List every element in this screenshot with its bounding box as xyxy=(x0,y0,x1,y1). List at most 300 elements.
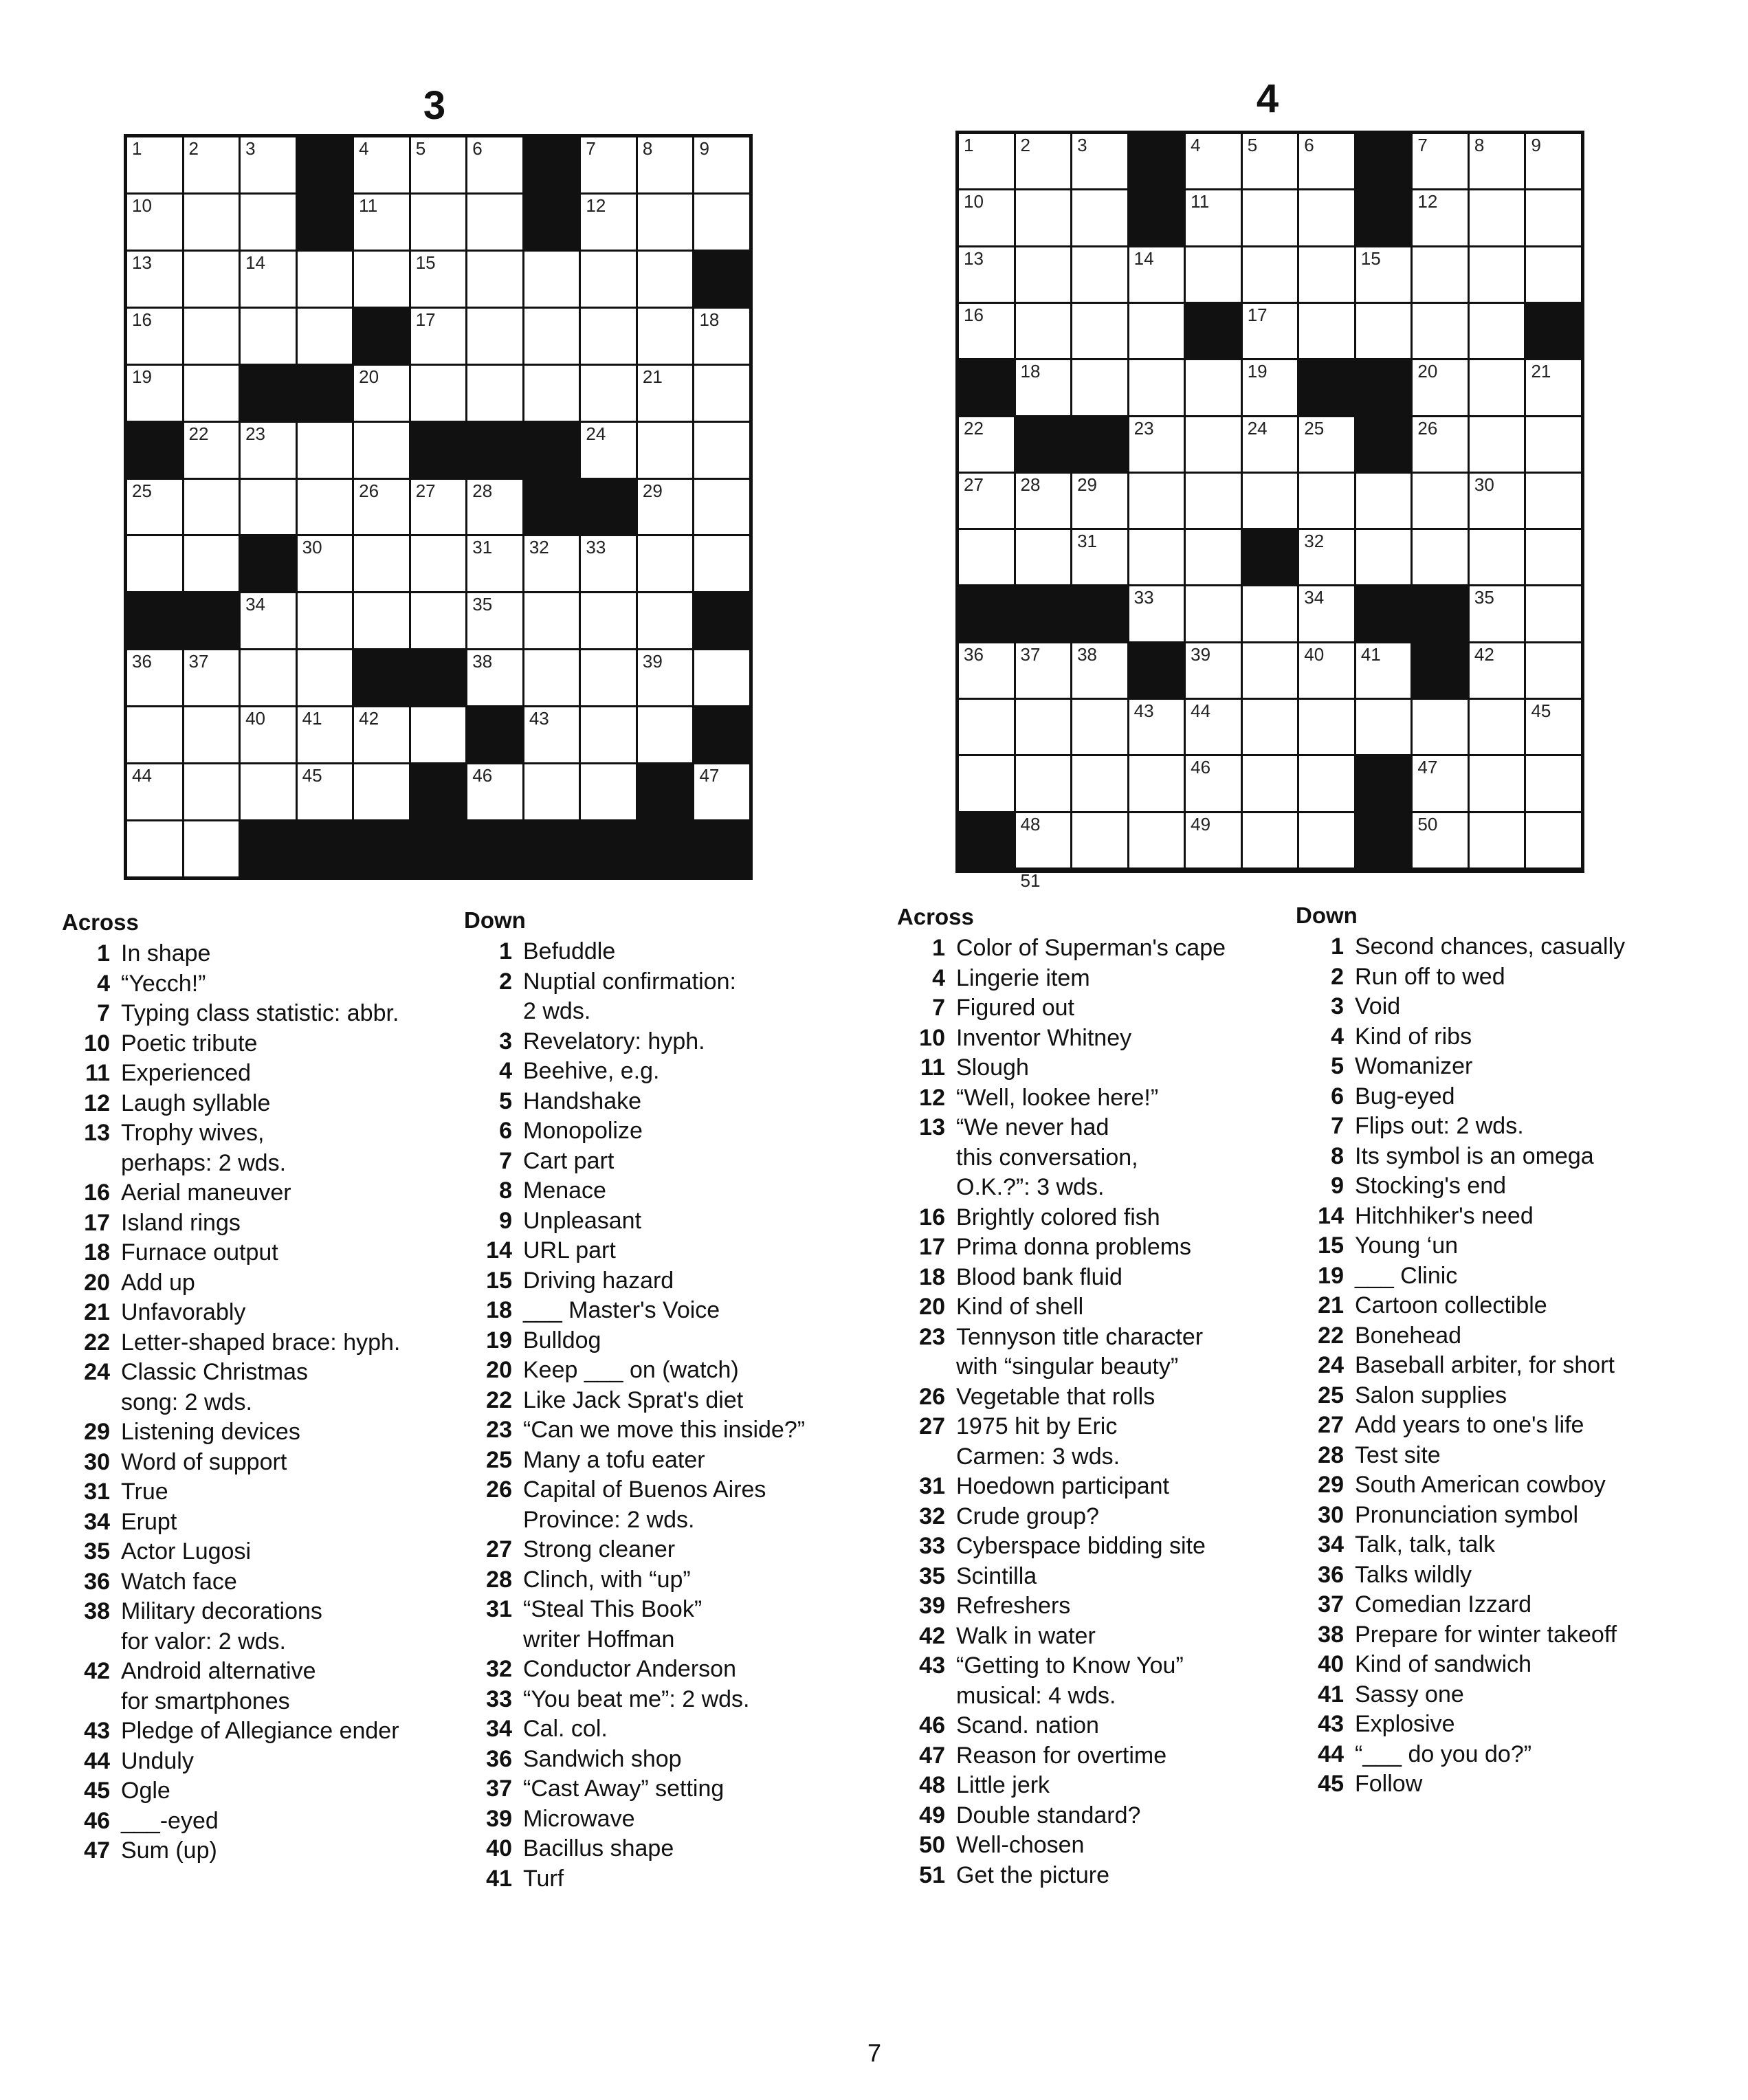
grid-cell[interactable] xyxy=(1072,247,1127,302)
grid-cell[interactable] xyxy=(1129,813,1184,867)
grid-cell[interactable] xyxy=(1072,190,1127,245)
down-clue[interactable] xyxy=(464,1087,870,1117)
grid-cell[interactable] xyxy=(959,643,1014,698)
grid-cell[interactable] xyxy=(1129,360,1184,415)
grid-cell[interactable] xyxy=(959,417,1014,472)
grid-cell[interactable] xyxy=(1356,474,1411,528)
down-clue[interactable] xyxy=(464,1296,870,1326)
grid-cell[interactable] xyxy=(241,764,296,819)
down-clue[interactable] xyxy=(464,1415,870,1446)
down-clue[interactable] xyxy=(1296,1710,1722,1740)
grid-cell[interactable] xyxy=(354,707,409,762)
across-clue[interactable] xyxy=(62,1537,461,1567)
down-clue[interactable] xyxy=(464,1236,870,1266)
grid-cell[interactable] xyxy=(467,593,522,648)
across-clue[interactable] xyxy=(62,1118,461,1178)
grid-cell[interactable] xyxy=(1186,134,1241,188)
down-clue[interactable] xyxy=(1296,1052,1722,1082)
grid-cell[interactable] xyxy=(1299,530,1354,584)
grid-cell[interactable] xyxy=(959,190,1014,245)
grid-cell[interactable] xyxy=(411,536,466,591)
grid-cell[interactable] xyxy=(1016,756,1071,810)
grid-cell[interactable] xyxy=(638,366,693,421)
across-clue[interactable] xyxy=(62,1747,461,1777)
grid-cell[interactable] xyxy=(298,252,353,307)
grid-cell[interactable] xyxy=(411,309,466,364)
down-clue[interactable] xyxy=(1296,1501,1722,1531)
grid-cell[interactable] xyxy=(1526,586,1581,641)
grid-cell[interactable] xyxy=(1413,474,1468,528)
grid-cell[interactable] xyxy=(184,764,239,819)
down-clue[interactable] xyxy=(1296,992,1722,1022)
down-clue[interactable] xyxy=(464,967,870,1027)
down-clue[interactable] xyxy=(1296,1680,1722,1710)
grid-cell[interactable] xyxy=(411,593,466,648)
grid-cell[interactable] xyxy=(184,137,239,192)
grid-cell[interactable] xyxy=(1072,304,1127,358)
grid-cell[interactable] xyxy=(1299,643,1354,698)
grid-cell[interactable] xyxy=(411,137,466,192)
grid-cell[interactable] xyxy=(1072,134,1127,188)
across-clue[interactable] xyxy=(897,1292,1323,1323)
across-clue[interactable] xyxy=(897,1024,1323,1054)
grid-cell[interactable] xyxy=(298,536,353,591)
grid-cell[interactable] xyxy=(1526,700,1581,754)
across-clue[interactable] xyxy=(62,1567,461,1598)
grid-cell[interactable] xyxy=(581,650,636,705)
grid-cell[interactable] xyxy=(1243,190,1298,245)
down-clue[interactable] xyxy=(1296,1202,1722,1232)
grid-cell[interactable] xyxy=(1016,134,1071,188)
grid-cell[interactable] xyxy=(694,309,749,364)
across-clue[interactable] xyxy=(62,1298,461,1328)
grid-cell[interactable] xyxy=(581,593,636,648)
grid-cell[interactable] xyxy=(241,593,296,648)
grid-cell[interactable] xyxy=(694,195,749,250)
grid-cell[interactable] xyxy=(1470,247,1525,302)
grid-cell[interactable] xyxy=(959,134,1014,188)
grid-cell[interactable] xyxy=(184,423,239,478)
grid-cell[interactable] xyxy=(1413,756,1468,810)
grid-cell[interactable] xyxy=(1129,417,1184,472)
grid-cell[interactable] xyxy=(1413,304,1468,358)
down-clue[interactable] xyxy=(1296,1171,1722,1202)
grid-cell[interactable] xyxy=(1186,756,1241,810)
across-clue[interactable] xyxy=(62,999,461,1029)
down-clue[interactable] xyxy=(464,1147,870,1177)
down-clue[interactable] xyxy=(1296,1769,1722,1800)
grid-cell[interactable] xyxy=(1526,417,1581,472)
grid-cell[interactable] xyxy=(1129,700,1184,754)
grid-cell[interactable] xyxy=(184,480,239,535)
grid-cell[interactable] xyxy=(184,707,239,762)
grid-cell[interactable] xyxy=(241,309,296,364)
grid-cell[interactable] xyxy=(959,304,1014,358)
grid-cell[interactable] xyxy=(1129,247,1184,302)
across-clue[interactable] xyxy=(62,1597,461,1657)
grid-cell[interactable] xyxy=(298,764,353,819)
grid-cell[interactable] xyxy=(1299,304,1354,358)
grid-cell[interactable] xyxy=(354,252,409,307)
across-clue[interactable] xyxy=(62,1178,461,1208)
across-clue[interactable] xyxy=(62,1806,461,1837)
down-clue[interactable] xyxy=(464,1057,870,1087)
grid-cell[interactable] xyxy=(1072,530,1127,584)
down-clue[interactable] xyxy=(1296,1112,1722,1142)
grid-cell[interactable] xyxy=(1299,700,1354,754)
grid-cell[interactable] xyxy=(1470,756,1525,810)
grid-cell[interactable] xyxy=(467,137,522,192)
grid-cell[interactable] xyxy=(1072,474,1127,528)
grid-cell[interactable] xyxy=(467,309,522,364)
grid-cell[interactable] xyxy=(694,536,749,591)
down-clue[interactable] xyxy=(1296,1231,1722,1261)
across-clue[interactable] xyxy=(897,1083,1323,1114)
grid-cell[interactable] xyxy=(638,137,693,192)
down-clue[interactable] xyxy=(1296,1381,1722,1411)
grid-cell[interactable] xyxy=(127,195,182,250)
across-clue[interactable] xyxy=(62,1448,461,1478)
across-clue[interactable] xyxy=(897,1502,1323,1532)
grid-cell[interactable] xyxy=(524,309,579,364)
across-clue[interactable] xyxy=(897,1323,1323,1382)
grid-cell[interactable] xyxy=(524,536,579,591)
down-clue[interactable] xyxy=(464,1745,870,1775)
grid-cell[interactable] xyxy=(1243,756,1298,810)
grid-cell[interactable] xyxy=(694,366,749,421)
down-clue[interactable] xyxy=(464,1176,870,1206)
grid-cell[interactable] xyxy=(1299,134,1354,188)
grid-cell[interactable] xyxy=(638,195,693,250)
grid-cell[interactable] xyxy=(1243,474,1298,528)
across-clue[interactable] xyxy=(897,964,1323,994)
grid-cell[interactable] xyxy=(1356,700,1411,754)
grid-cell[interactable] xyxy=(1243,304,1298,358)
grid-cell[interactable] xyxy=(959,756,1014,810)
grid-cell[interactable] xyxy=(298,707,353,762)
grid-cell[interactable] xyxy=(1016,813,1071,867)
across-clue[interactable] xyxy=(62,939,461,969)
grid-cell[interactable] xyxy=(1356,643,1411,698)
grid-cell[interactable] xyxy=(694,480,749,535)
grid-cell[interactable] xyxy=(638,309,693,364)
grid-cell[interactable] xyxy=(638,252,693,307)
grid-cell[interactable] xyxy=(241,480,296,535)
across-clue[interactable] xyxy=(62,1328,461,1358)
grid-cell[interactable] xyxy=(354,195,409,250)
grid-cell[interactable] xyxy=(1413,530,1468,584)
grid-cell[interactable] xyxy=(959,530,1014,584)
grid-cell[interactable] xyxy=(1129,756,1184,810)
grid-cell[interactable] xyxy=(354,423,409,478)
grid-cell[interactable] xyxy=(1356,247,1411,302)
grid-cell[interactable] xyxy=(694,423,749,478)
grid-cell[interactable] xyxy=(1016,360,1071,415)
grid-cell[interactable] xyxy=(1072,700,1127,754)
grid-cell[interactable] xyxy=(354,536,409,591)
grid-cell[interactable] xyxy=(1186,417,1241,472)
across-clue[interactable] xyxy=(897,1861,1323,1891)
down-clue[interactable] xyxy=(464,1834,870,1864)
grid-cell[interactable] xyxy=(354,593,409,648)
grid-cell[interactable] xyxy=(241,137,296,192)
grid-cell[interactable] xyxy=(1243,247,1298,302)
grid-cell[interactable] xyxy=(638,707,693,762)
across-clue[interactable] xyxy=(62,1776,461,1806)
grid-cell[interactable] xyxy=(1356,304,1411,358)
grid-cell[interactable] xyxy=(1299,813,1354,867)
grid-cell[interactable] xyxy=(241,650,296,705)
grid-cell[interactable] xyxy=(638,536,693,591)
down-clue[interactable] xyxy=(464,1206,870,1237)
grid-cell[interactable] xyxy=(959,474,1014,528)
grid-cell[interactable] xyxy=(241,252,296,307)
grid-cell[interactable] xyxy=(127,821,182,876)
down-clue[interactable] xyxy=(464,1655,870,1685)
down-clue[interactable] xyxy=(1296,962,1722,993)
down-clue[interactable] xyxy=(464,1446,870,1476)
grid-cell[interactable] xyxy=(524,650,579,705)
grid-cell[interactable] xyxy=(298,423,353,478)
across-clue[interactable] xyxy=(897,1591,1323,1622)
grid-cell[interactable] xyxy=(1470,530,1525,584)
across-clue[interactable] xyxy=(62,1029,461,1059)
down-clue[interactable] xyxy=(1296,1560,1722,1591)
grid-cell[interactable] xyxy=(411,195,466,250)
grid-cell[interactable] xyxy=(1129,304,1184,358)
grid-cell[interactable] xyxy=(581,707,636,762)
grid-cell[interactable] xyxy=(959,700,1014,754)
grid-cell[interactable] xyxy=(1526,134,1581,188)
across-clue[interactable] xyxy=(62,1657,461,1716)
grid-cell[interactable] xyxy=(581,536,636,591)
down-clue[interactable] xyxy=(464,1535,870,1565)
grid-cell[interactable] xyxy=(467,764,522,819)
across-clue[interactable] xyxy=(897,1711,1323,1741)
grid-cell[interactable] xyxy=(1243,813,1298,867)
grid-cell[interactable] xyxy=(1072,813,1127,867)
grid-cell[interactable] xyxy=(581,366,636,421)
across-clue[interactable] xyxy=(897,1771,1323,1801)
grid-cell[interactable] xyxy=(694,650,749,705)
grid-cell[interactable] xyxy=(581,309,636,364)
grid-cell[interactable] xyxy=(1470,417,1525,472)
grid-cell[interactable] xyxy=(241,707,296,762)
across-clue[interactable] xyxy=(897,1651,1323,1711)
grid-cell[interactable] xyxy=(1470,643,1525,698)
grid-cell[interactable] xyxy=(184,252,239,307)
down-clue[interactable] xyxy=(464,1565,870,1595)
down-clue[interactable] xyxy=(1296,1470,1722,1501)
grid-cell[interactable] xyxy=(638,650,693,705)
down-clue[interactable] xyxy=(464,1475,870,1535)
grid-cell[interactable] xyxy=(1016,530,1071,584)
crossword-grid[interactable] xyxy=(955,131,1584,891)
grid-cell[interactable] xyxy=(1526,530,1581,584)
grid-cell[interactable] xyxy=(581,195,636,250)
grid-cell[interactable] xyxy=(524,252,579,307)
across-clue[interactable] xyxy=(897,1382,1323,1413)
grid-cell[interactable] xyxy=(241,195,296,250)
grid-cell[interactable] xyxy=(694,764,749,819)
grid-cell[interactable] xyxy=(1072,360,1127,415)
grid-cell[interactable] xyxy=(1243,586,1298,641)
grid-cell[interactable] xyxy=(184,195,239,250)
grid-cell[interactable] xyxy=(524,707,579,762)
across-clue[interactable] xyxy=(897,1113,1323,1203)
grid-cell[interactable] xyxy=(354,366,409,421)
grid-cell[interactable] xyxy=(411,252,466,307)
grid-cell[interactable] xyxy=(581,252,636,307)
grid-cell[interactable] xyxy=(524,366,579,421)
grid-cell[interactable] xyxy=(1243,360,1298,415)
grid-cell[interactable] xyxy=(959,247,1014,302)
grid-cell[interactable] xyxy=(1413,813,1468,867)
grid-cell[interactable] xyxy=(1413,190,1468,245)
grid-cell[interactable] xyxy=(581,423,636,478)
across-clue[interactable] xyxy=(897,1472,1323,1502)
grid-cell[interactable] xyxy=(1016,190,1071,245)
across-clue[interactable] xyxy=(62,1268,461,1298)
grid-cell[interactable] xyxy=(1016,304,1071,358)
grid-cell[interactable] xyxy=(184,366,239,421)
grid-cell[interactable] xyxy=(1129,474,1184,528)
grid-cell[interactable] xyxy=(411,480,466,535)
across-clue[interactable] xyxy=(62,1507,461,1538)
grid-cell[interactable] xyxy=(694,137,749,192)
grid-cell[interactable] xyxy=(1470,474,1525,528)
across-clue[interactable] xyxy=(897,1801,1323,1831)
grid-cell[interactable] xyxy=(411,366,466,421)
down-clue[interactable] xyxy=(464,1027,870,1057)
grid-cell[interactable] xyxy=(1186,530,1241,584)
grid-cell[interactable] xyxy=(1526,756,1581,810)
grid-cell[interactable] xyxy=(127,536,182,591)
down-clue[interactable] xyxy=(1296,932,1722,962)
grid-cell[interactable] xyxy=(1186,247,1241,302)
grid-cell[interactable] xyxy=(467,480,522,535)
grid-cell[interactable] xyxy=(1129,586,1184,641)
grid-cell[interactable] xyxy=(298,650,353,705)
grid-cell[interactable] xyxy=(1299,247,1354,302)
across-clue[interactable] xyxy=(62,1358,461,1417)
across-clue[interactable] xyxy=(897,1741,1323,1771)
grid-cell[interactable] xyxy=(467,536,522,591)
grid-cell[interactable] xyxy=(1016,247,1071,302)
grid-cell[interactable] xyxy=(1470,134,1525,188)
grid-cell[interactable] xyxy=(1299,190,1354,245)
grid-cell[interactable] xyxy=(1356,530,1411,584)
grid-cell[interactable] xyxy=(184,536,239,591)
down-clue[interactable] xyxy=(1296,1441,1722,1471)
down-clue[interactable] xyxy=(1296,1022,1722,1052)
grid-cell[interactable] xyxy=(581,137,636,192)
down-clue[interactable] xyxy=(464,1714,870,1745)
across-clue[interactable] xyxy=(62,1417,461,1448)
grid-cell[interactable] xyxy=(298,309,353,364)
grid-cell[interactable] xyxy=(1526,643,1581,698)
grid-cell[interactable] xyxy=(1299,586,1354,641)
across-clue[interactable] xyxy=(897,1831,1323,1861)
grid-cell[interactable] xyxy=(1016,700,1071,754)
grid-cell[interactable] xyxy=(1243,134,1298,188)
down-clue[interactable] xyxy=(1296,1082,1722,1112)
grid-cell[interactable] xyxy=(467,195,522,250)
grid-cell[interactable] xyxy=(1413,417,1468,472)
grid-cell[interactable] xyxy=(1243,700,1298,754)
grid-cell[interactable] xyxy=(411,707,466,762)
across-clue[interactable] xyxy=(62,1208,461,1239)
down-clue[interactable] xyxy=(1296,1620,1722,1650)
grid-cell[interactable] xyxy=(524,764,579,819)
down-clue[interactable] xyxy=(464,1804,870,1835)
grid-cell[interactable] xyxy=(1186,360,1241,415)
down-clue[interactable] xyxy=(1296,1740,1722,1770)
grid-cell[interactable] xyxy=(1243,417,1298,472)
grid-cell[interactable] xyxy=(1526,474,1581,528)
across-clue[interactable] xyxy=(897,1622,1323,1652)
across-clue[interactable] xyxy=(897,1412,1323,1472)
grid-cell[interactable] xyxy=(638,593,693,648)
grid-cell[interactable] xyxy=(638,480,693,535)
grid-cell[interactable] xyxy=(1186,474,1241,528)
grid-cell[interactable] xyxy=(1186,700,1241,754)
grid-cell[interactable] xyxy=(1129,530,1184,584)
down-clue[interactable] xyxy=(464,1595,870,1655)
down-clue[interactable] xyxy=(1296,1351,1722,1381)
grid-cell[interactable] xyxy=(1413,247,1468,302)
across-clue[interactable] xyxy=(897,993,1323,1024)
grid-cell[interactable] xyxy=(1526,813,1581,867)
grid-cell[interactable] xyxy=(127,764,182,819)
grid-cell[interactable] xyxy=(127,366,182,421)
grid-cell[interactable] xyxy=(298,480,353,535)
down-clue[interactable] xyxy=(464,1326,870,1356)
grid-cell[interactable] xyxy=(127,480,182,535)
grid-cell[interactable] xyxy=(1413,134,1468,188)
across-clue[interactable] xyxy=(897,1562,1323,1592)
grid-cell[interactable] xyxy=(524,593,579,648)
grid-cell[interactable] xyxy=(1413,360,1468,415)
grid-cell[interactable] xyxy=(127,650,182,705)
across-clue[interactable] xyxy=(897,1532,1323,1562)
down-clue[interactable] xyxy=(464,1386,870,1416)
grid-cell[interactable] xyxy=(298,593,353,648)
across-clue[interactable] xyxy=(62,1089,461,1119)
down-clue[interactable] xyxy=(464,1685,870,1715)
grid-cell[interactable] xyxy=(127,707,182,762)
grid-cell[interactable] xyxy=(1243,643,1298,698)
grid-cell[interactable] xyxy=(184,650,239,705)
across-clue[interactable] xyxy=(897,1233,1323,1263)
down-clue[interactable] xyxy=(1296,1291,1722,1321)
grid-cell[interactable] xyxy=(184,821,239,876)
grid-cell[interactable] xyxy=(354,764,409,819)
grid-cell[interactable] xyxy=(127,309,182,364)
down-clue[interactable] xyxy=(464,1116,870,1147)
down-clue[interactable] xyxy=(1296,1411,1722,1441)
grid-cell[interactable] xyxy=(467,366,522,421)
grid-cell[interactable] xyxy=(1299,417,1354,472)
grid-cell[interactable] xyxy=(1413,700,1468,754)
grid-cell[interactable] xyxy=(467,252,522,307)
across-clue[interactable] xyxy=(897,933,1323,964)
down-clue[interactable] xyxy=(1296,1590,1722,1620)
down-clue[interactable] xyxy=(464,1864,870,1894)
grid-cell[interactable] xyxy=(1299,474,1354,528)
across-clue[interactable] xyxy=(62,1059,461,1089)
down-clue[interactable] xyxy=(464,1774,870,1804)
